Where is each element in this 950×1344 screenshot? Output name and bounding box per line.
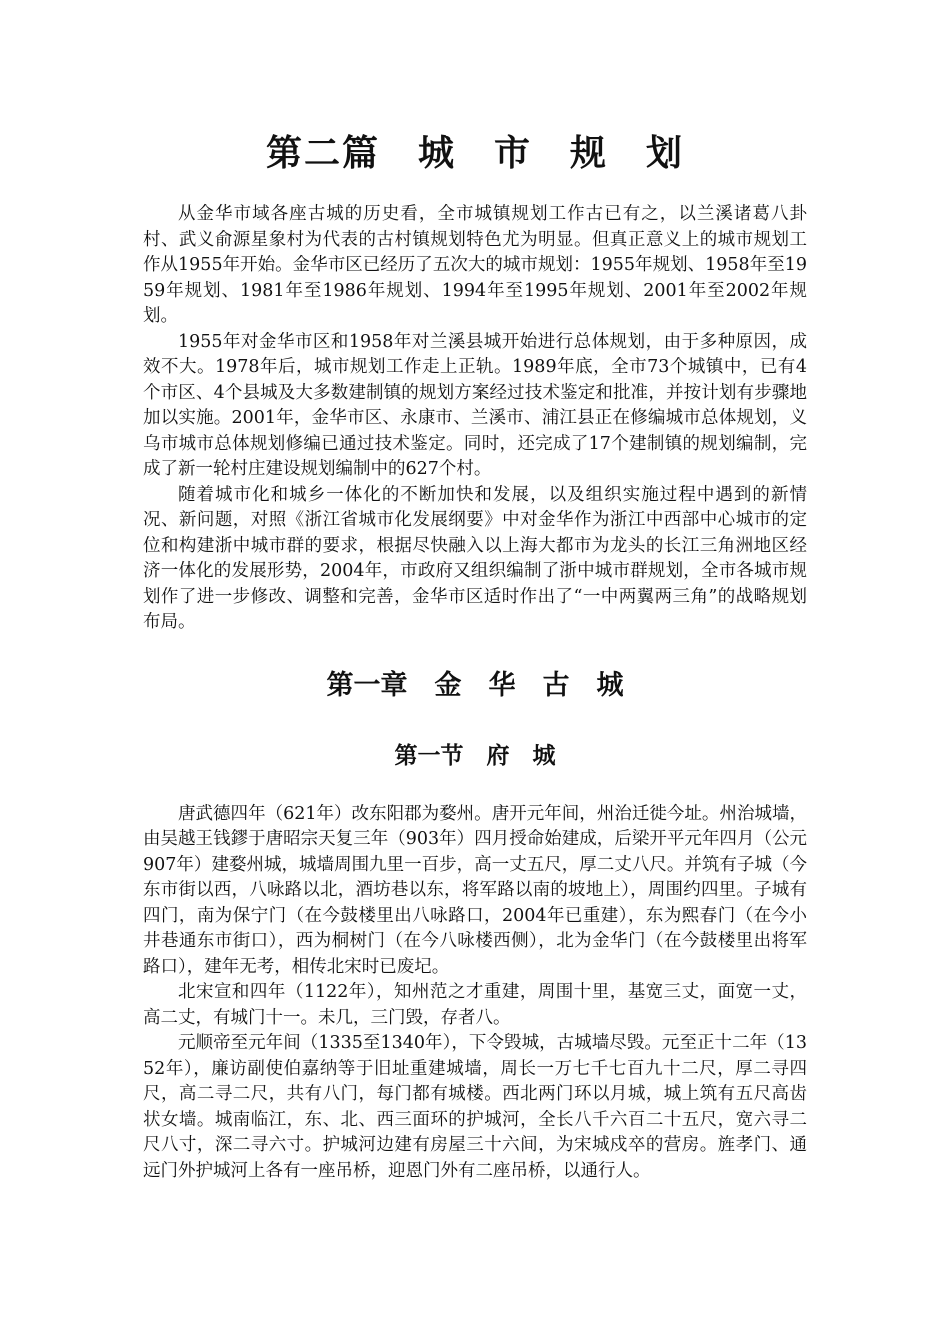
intro-paragraph: 1955年对金华市区和1958年对兰溪县城开始进行总体规划，由于多种原因，成效不大。1978年后，城市规划工作走上正轨。1989年底，全市73个城镇中，已有4个市区、4个县城及大多数建制镇的规划方案经过技术鉴定和批准，并按计划有步骤地加以实施。2001年，金华市区、永康市、兰溪市、浦江县正在修编城市总体规划，义乌市城市总体规划修编已通过技术鉴定。同时，还完成了17个建制镇的规划编制，完成了新一轮村庄建设规划编制中的627个村。 [143, 331, 807, 479]
section-paragraph: 元顺帝至元年间（1335至1340年），下令毁城，古城墙尽毁。元至正十二年（1352年），廉访副使伯嘉纳等于旧址重建城墙，周长一万七千七百九十二尺，厚二寻四尺，高二寻二尺，共有八门，每门都有城楼。西北两门环以月城，城上筑有五尺高齿状女墙。城南临江，东、北、西三面环的护城河，全长八千六百二十五尺，宽六寻二尺八寸，深二寻六寸。护城河边建有房屋三十六间，为宋城戍卒的营房。旌孝门、通远门外护城河上各有一座吊桥，迎恩门外有二座吊桥，以通行人。 [143, 1033, 807, 1181]
document-page [143, 130, 807, 1184]
intro-section [143, 202, 807, 636]
part-title: 第二篇 城 市 规 划 [265, 133, 684, 174]
intro-paragraph: 随着城市化和城乡一体化的不断加快和发展，以及组织实施过程中遇到的新情况、新问题，对照《浙江省城市化发展纲要》中对金华作为浙江中西部中心城市的定位和构建浙中城市群的要求，根据尽快融入以上海大都市为龙头的长江三角洲地区经济一体化的发展形势，2004年，市政府又组织编制了浙中城市群规划，全市各城市规划作了进一步修改、调整和完善，金华市区适时作出了“一中两翼两三角”的战略规划布局。 [143, 484, 807, 632]
intro-paragraph: 从金华市域各座古城的历史看，全市城镇规划工作古已有之，以兰溪诸葛八卦村、武义俞源星象村为代表的古村镇规划特色尤为明显。但真正意义上的城市规划工作从1955年开始。金华市区已经历了五次大的城市规划：1955年规划、1958年至1959年规划、1981年至1986年规划、1994年至1995年规划、2001年至2002年规划。 [143, 204, 807, 326]
section-title: 第一节 府 城 [394, 742, 556, 769]
section-paragraph: 唐武德四年（621年）改东阳郡为婺州。唐开元年间，州治迁徙今址。州治城墙，由吴越王钱鏐于唐昭宗天复三年（903年）四月授命始建成，后梁开平元年四月（公元907年）建婺州城，城墙周围九里一百步，高一丈五尺，厚二丈八尺。并筑有子城（今东市街以西，八咏路以北，酒坊巷以东，将军路以南的坡地上），周围约四里。子城有四门，南为保宁门（在今鼓楼里出八咏路口，2004年已重建），东为熙春门（在今小井巷通东市街口），西为桐树门（在今八咏楼西侧），北为金华门（在今鼓楼里出将军路口），建年无考，相传北宋时已废圮。 [143, 803, 807, 977]
section-paragraph: 北宋宣和四年（1122年），知州范之才重建，周围十里，基宽三丈，面宽一丈，高二丈，有城门十一。未几，三门毁，存者八。 [143, 982, 807, 1028]
chapter-title: 第一章 金 华 古 城 [326, 669, 624, 701]
section-body [143, 802, 807, 1185]
